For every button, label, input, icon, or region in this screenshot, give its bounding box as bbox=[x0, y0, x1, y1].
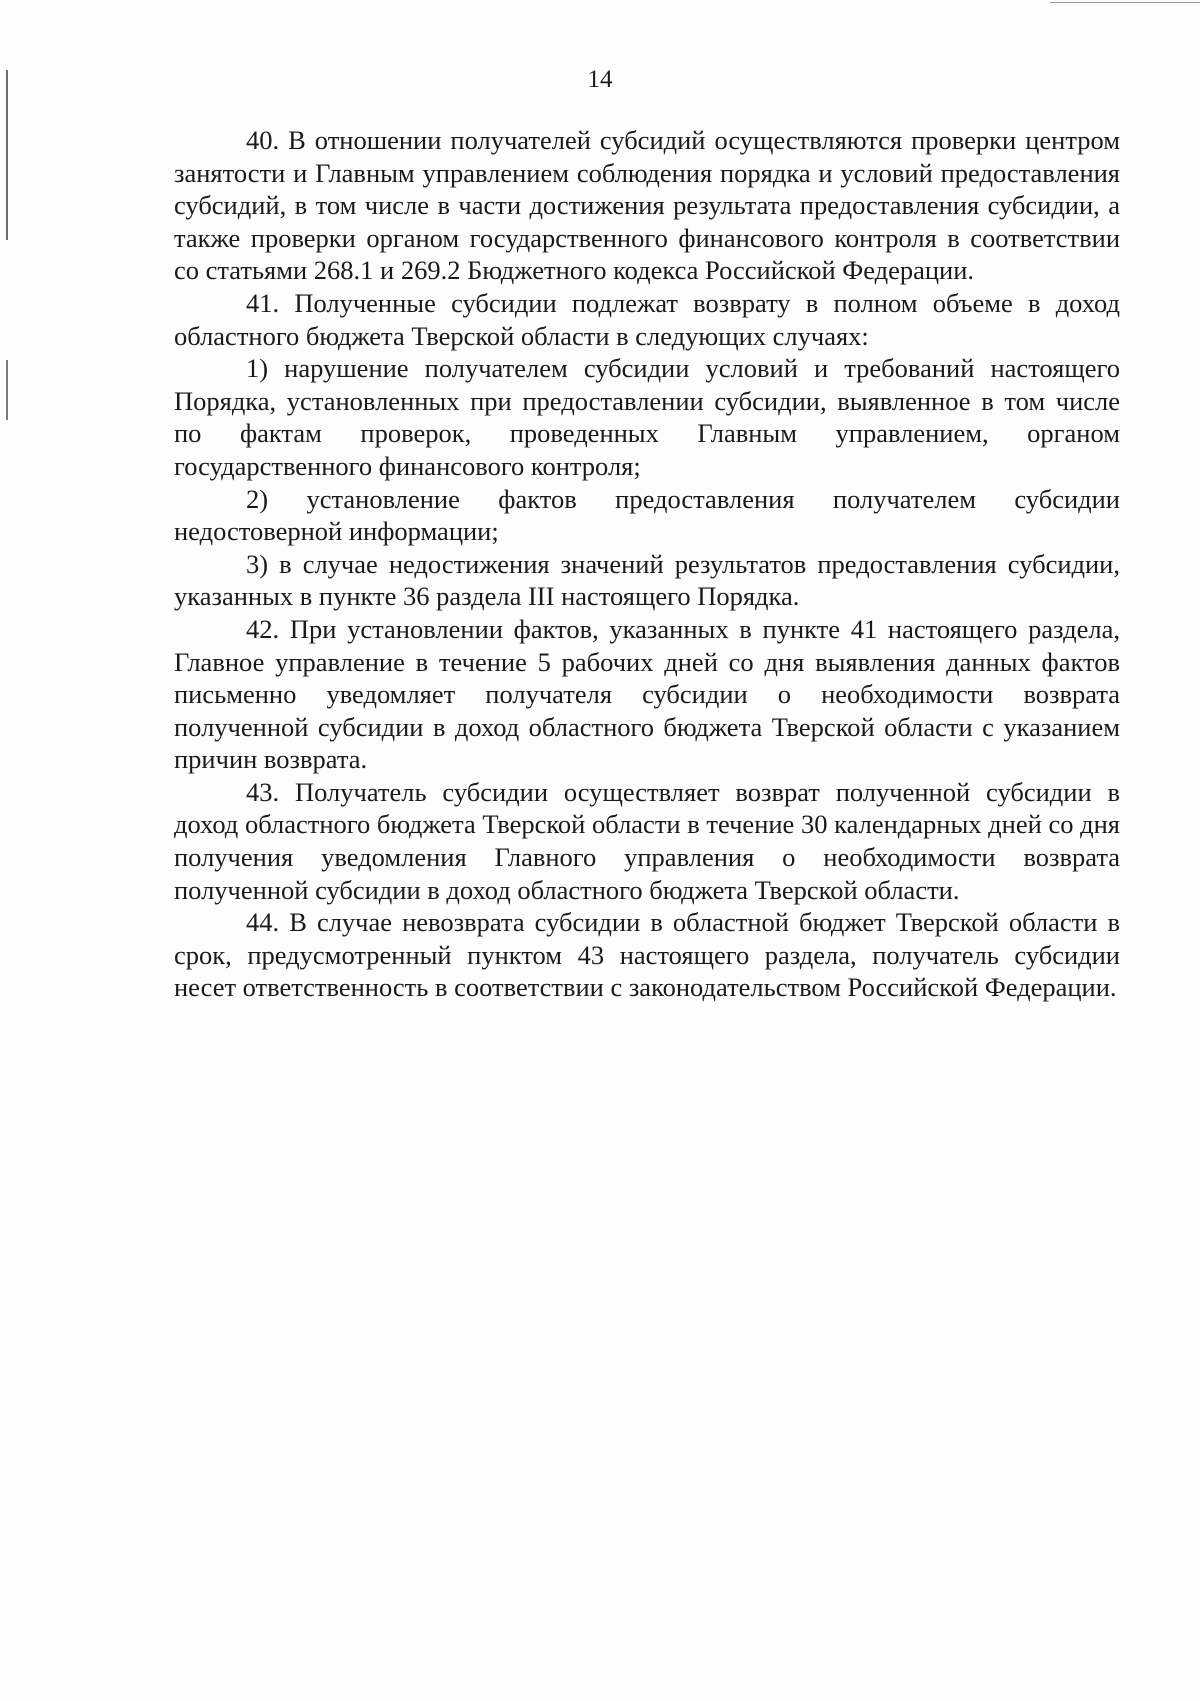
document-body bbox=[174, 124, 1120, 1004]
paragraph-41: 41. Полученные субсидии подлежат возврату в полном объеме в доход областного бюджета Тверской области в следующих случаях: bbox=[174, 287, 1120, 351]
paragraph-41-item-1: 1) нарушение получателем субсидии условий и требований настоящего Порядка, установленных при предоставлении субсидии, выявленное в том числе по фактам проверок, проведенных Главным управлением, органом государственного финансового контроля; bbox=[174, 353, 1120, 481]
scan-edge-mark bbox=[1050, 2, 1200, 3]
paragraph-43: 43. Получатель субсидии осуществляет возврат полученной субсидии в доход областного бюджета Тверской области в течение 30 календарных дней со дня получения уведомления Главного управления о необходимости возврата полученной субсидии в доход областного бюджета Тверской области. bbox=[174, 776, 1120, 905]
page-number: 14 bbox=[587, 66, 613, 93]
paragraph-40: 40. В отношении получателей субсидий осуществляются проверки центром занятости и Главным управлением соблюдения порядка и условий предоставления субсидий, в том числе в части достижения результата предоставления субсидии, а также проверки органом государственного финансового контроля в соответствии со статьями 268.1 и 269.2 Бюджетного кодекса Российской Федерации. bbox=[174, 125, 1120, 286]
paragraph-41-item-2: 2) установление фактов предоставления получателем субсидии недостоверной информации; bbox=[174, 483, 1120, 547]
paragraph-44: 44. В случае невозврата субсидии в областной бюджет Тверской области в срок, предусмотренный пунктом 43 настоящего раздела, получатель субсидии несет ответственность в соответствии с законодательством Российской Федерации. bbox=[174, 907, 1120, 1003]
scan-edge-mark bbox=[6, 70, 8, 240]
paragraph-42: 42. При установлении фактов, указанных в пункте 41 настоящего раздела, Главное управление в течение 5 рабочих дней со дня выявления данных фактов письменно уведомляет получателя субсидии о необходимости возврата полученной субсидии в доход областного бюджета Тверской области с указанием причин возврата. bbox=[174, 613, 1120, 775]
scan-edge-mark bbox=[6, 360, 8, 420]
paragraph-41-item-3: 3) в случае недостижения значений результатов предоставления субсидии, указанных в пункте 36 раздела III настоящего Порядка. bbox=[174, 548, 1120, 612]
